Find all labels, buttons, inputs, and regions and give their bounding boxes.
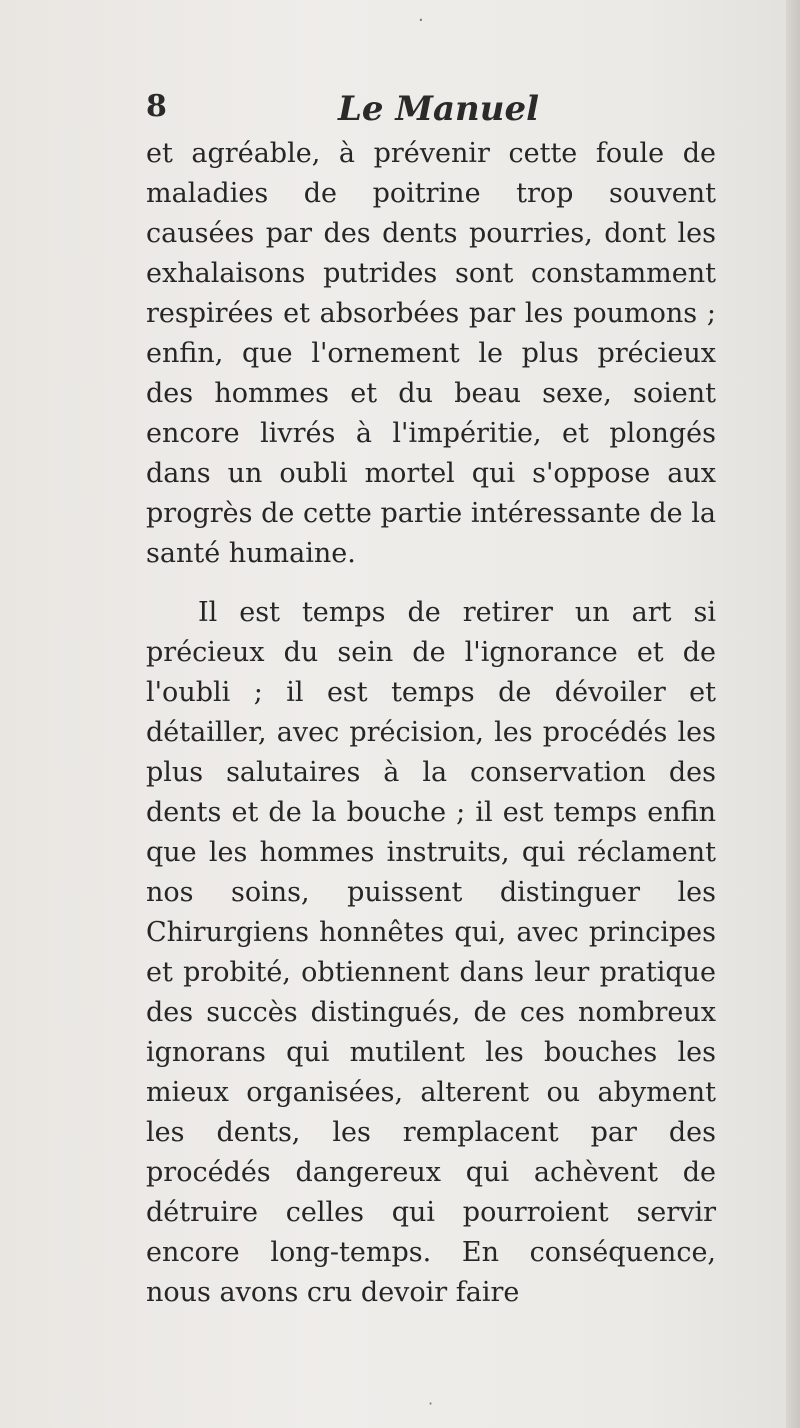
print-speck: · xyxy=(418,10,424,31)
print-speck: · xyxy=(428,1394,434,1413)
page-number: 8 xyxy=(146,89,167,124)
body-text xyxy=(146,134,716,1313)
running-title: Le Manuel xyxy=(338,89,540,129)
page-header xyxy=(146,90,706,134)
paragraph-2: Il est temps de retirer un art si précieux du sein de l'ignorance et de l'oubli ; il est temps de dévoiler et détailler, avec précision, les procédés les plus salutaires à la conservation des dents et de la bouche ; il est temps enfin que les hommes instruits, qui réclament nos soins, puissent distinguer les Chirurgiens honnêtes qui, avec principes et probité, obtiennent dans leur pratique des succès distingués, de ces nombreux ignorans qui mutilent les bouches les mieux organisées, alterent ou abyment les dents, les remplacent par des procédés dangereux qui achèvent de détruire celles qui pourroient servir encore long-temps. En conséquence, nous avons cru devoir faire xyxy=(146,597,716,1308)
page-edge xyxy=(786,0,800,1428)
paragraph-1: et agréable, à prévenir cette foule de maladies de poitrine trop souvent causées par des dents pourries, dont les exhalaisons putrides sont constamment respirées et absorbées par les poumons ; enfin, que l'ornement le plus précieux des hommes et du beau sexe, soient encore livrés à l'impéritie, et plongés dans un oubli mortel qui s'oppose aux progrès de cette partie intéressante de la santé humaine. xyxy=(146,138,716,569)
